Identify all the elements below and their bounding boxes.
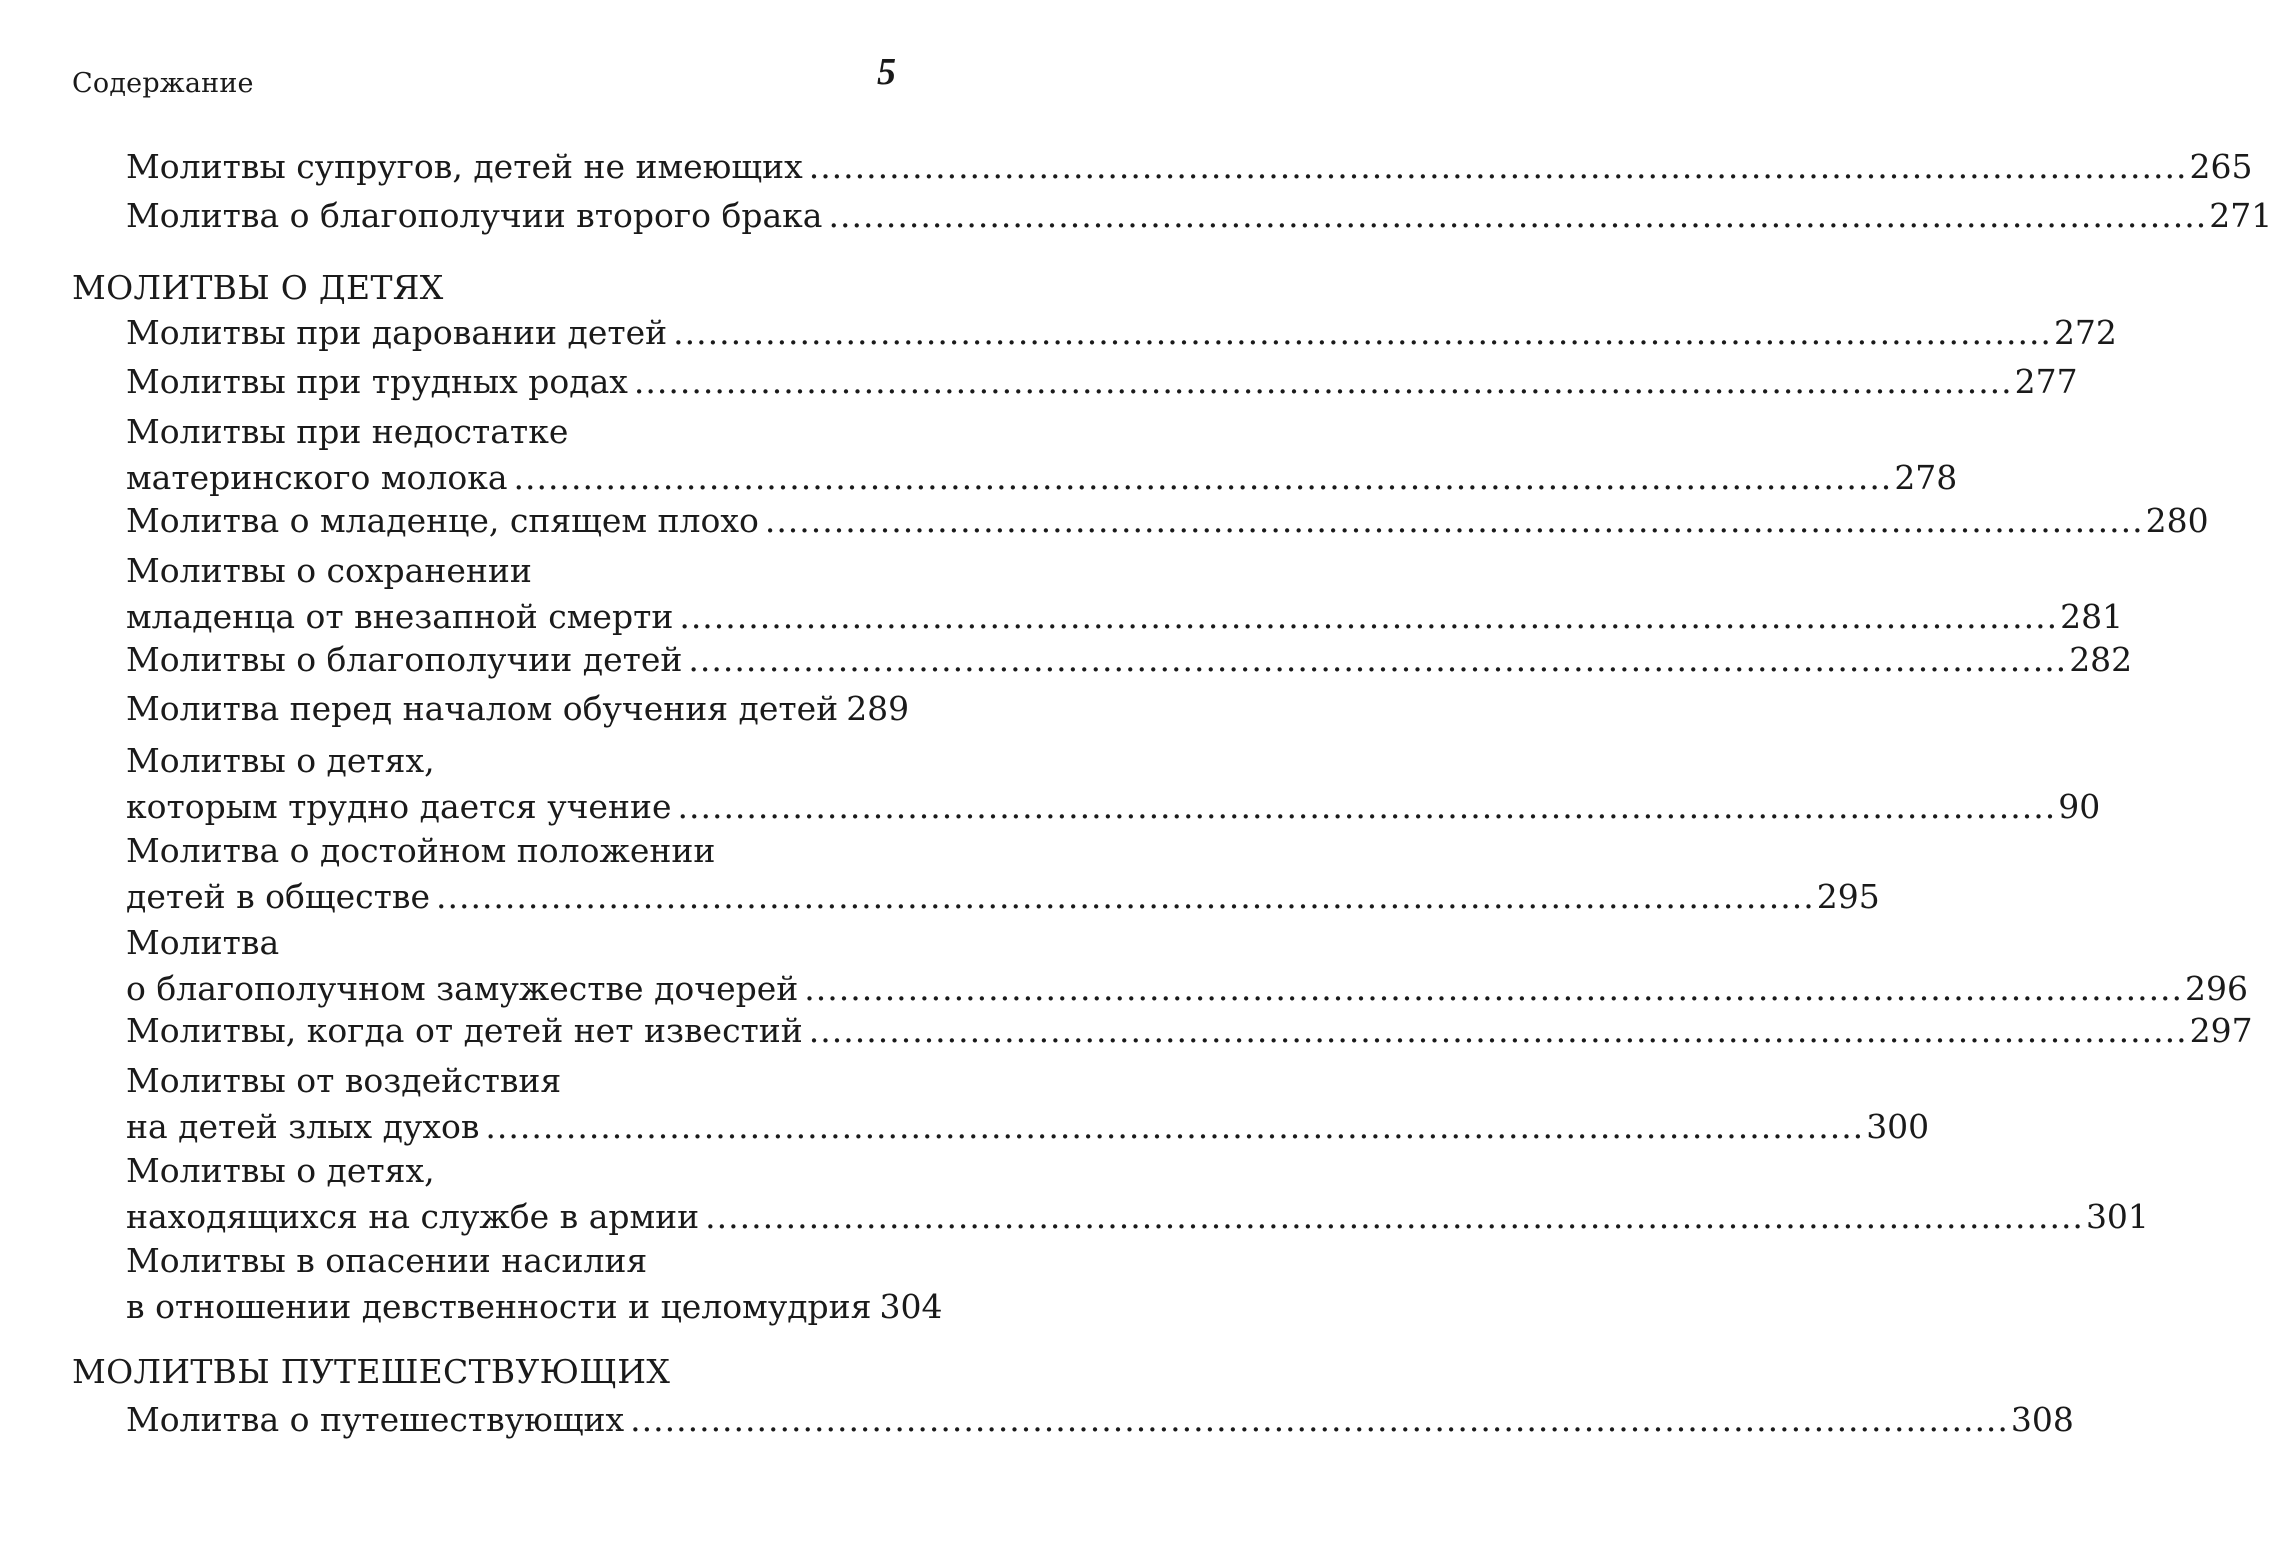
entry-title: в отношении девственности и целомудрия	[126, 1287, 872, 1326]
entry-title: Молитва о младенце, спящем плохо	[126, 501, 759, 540]
toc-entry[interactable]	[126, 144, 2253, 190]
dot-leader: ........................................................................................................................	[630, 1400, 2009, 1439]
entry-title: Молитвы при трудных родах	[126, 362, 628, 401]
entry-title: Молитва о благополучии второго брака	[126, 196, 823, 235]
dot-leader: ........................................................................................................................	[633, 362, 2013, 401]
dot-leader: ........................................................................................................................	[485, 1107, 1865, 1146]
entry-page-number: 289	[846, 689, 910, 728]
section-heading: МОЛИТВЫ ПУТЕШЕСТВУЮЩИХ	[72, 1352, 671, 1391]
entry-page-number: 301	[2085, 1197, 2149, 1236]
toc-entry[interactable]	[126, 548, 2124, 640]
entry-page-number: 282	[2069, 640, 2133, 679]
entry-page-number: 300	[1866, 1107, 1930, 1146]
entry-title: на детей злых духов	[126, 1107, 480, 1146]
toc-entry[interactable]	[126, 738, 2101, 830]
entry-page-number: 295	[1816, 877, 1880, 916]
entry-page-number: 90	[2058, 787, 2101, 826]
entry-page-number: 304	[879, 1287, 943, 1326]
toc-entry[interactable]	[126, 1058, 1930, 1150]
dot-leader: ........................................................................................................................	[688, 640, 2068, 679]
toc-entry[interactable]	[126, 498, 2209, 544]
entry-title-line1: Молитва	[126, 923, 280, 962]
dot-leader: ........................................................................................................................	[705, 1197, 2084, 1236]
entry-page-number: 281	[2060, 597, 2124, 636]
toc-entry[interactable]	[126, 409, 1958, 501]
entry-page-number: 271	[2209, 196, 2272, 235]
toc-entry[interactable]	[126, 1397, 2074, 1443]
toc-entry[interactable]	[126, 828, 1880, 920]
entry-title: младенца от внезапной смерти	[126, 597, 674, 636]
toc-entry[interactable]	[126, 1008, 2253, 1054]
toc-entry[interactable]	[126, 310, 2117, 356]
entry-title: детей в обществе	[126, 877, 430, 916]
toc-entry[interactable]	[126, 193, 2272, 239]
dot-leader: ........................................................................................................................	[808, 1011, 2188, 1050]
entry-page-number: 308	[2010, 1400, 2074, 1439]
section-heading: МОЛИТВЫ О ДЕТЯХ	[72, 268, 444, 307]
entry-title-line1: Молитва о достойном положении	[126, 831, 716, 870]
entry-title-line1: Молитвы от воздействия	[126, 1061, 562, 1100]
dot-leader: ........................................................................................................................	[677, 787, 2057, 826]
entry-title: Молитва перед началом обучения детей	[126, 689, 839, 728]
toc-entry[interactable]	[126, 686, 910, 732]
entry-title-line1: Молитвы при недостатке	[126, 412, 569, 451]
entry-title: Молитвы, когда от детей нет известий	[126, 1011, 803, 1050]
entry-page-number: 296	[2185, 969, 2249, 1008]
entry-title: материнского молока	[126, 458, 508, 497]
dot-leader: ........................................................................................................................	[673, 313, 2052, 352]
entry-title-line1: Молитвы в опасении насилия	[126, 1241, 648, 1280]
toc-entry[interactable]	[126, 920, 2249, 1012]
dot-leader: ........................................................................................................................	[513, 458, 1893, 497]
dot-leader: ........................................................................................................................	[435, 877, 1815, 916]
entry-page-number: 297	[2189, 1011, 2253, 1050]
entry-title-line1: Молитвы о детях,	[126, 741, 435, 780]
dot-leader: ........................................................................................................................	[679, 597, 2059, 636]
running-header: Содержание	[72, 68, 254, 99]
entry-page-number: 277	[2014, 362, 2078, 401]
entry-page-number: 272	[2053, 313, 2117, 352]
dot-leader: ........................................................................................................................	[764, 501, 2144, 540]
entry-title: о благополучном замужестве дочерей	[126, 969, 799, 1008]
entry-page-number: 278	[1894, 458, 1958, 497]
entry-title-line1: Молитвы о детях,	[126, 1151, 435, 1190]
entry-title: которым трудно дается учение	[126, 787, 672, 826]
toc-entry[interactable]	[126, 359, 2078, 405]
entry-title-line1: Молитвы о сохранении	[126, 551, 532, 590]
toc-entry[interactable]	[126, 1148, 2149, 1240]
entry-title: Молитвы при даровании детей	[126, 313, 668, 352]
entry-title: находящихся на службе в армии	[126, 1197, 700, 1236]
dot-leader: ........................................................................................................................	[808, 147, 2188, 186]
entry-title: Молитва о путешествующих	[126, 1400, 625, 1439]
entry-title: Молитвы о благополучии детей	[126, 640, 683, 679]
toc-entry[interactable]	[126, 637, 2133, 683]
entry-page-number: 280	[2145, 501, 2209, 540]
toc-entry[interactable]	[126, 1238, 943, 1330]
entry-title: Молитвы супругов, детей не имеющих	[126, 147, 803, 186]
page-number: 5	[877, 51, 896, 93]
entry-page-number: 265	[2189, 147, 2253, 186]
dot-leader: ........................................................................................................................	[804, 969, 2184, 1008]
dot-leader: ........................................................................................................................	[828, 196, 2208, 235]
